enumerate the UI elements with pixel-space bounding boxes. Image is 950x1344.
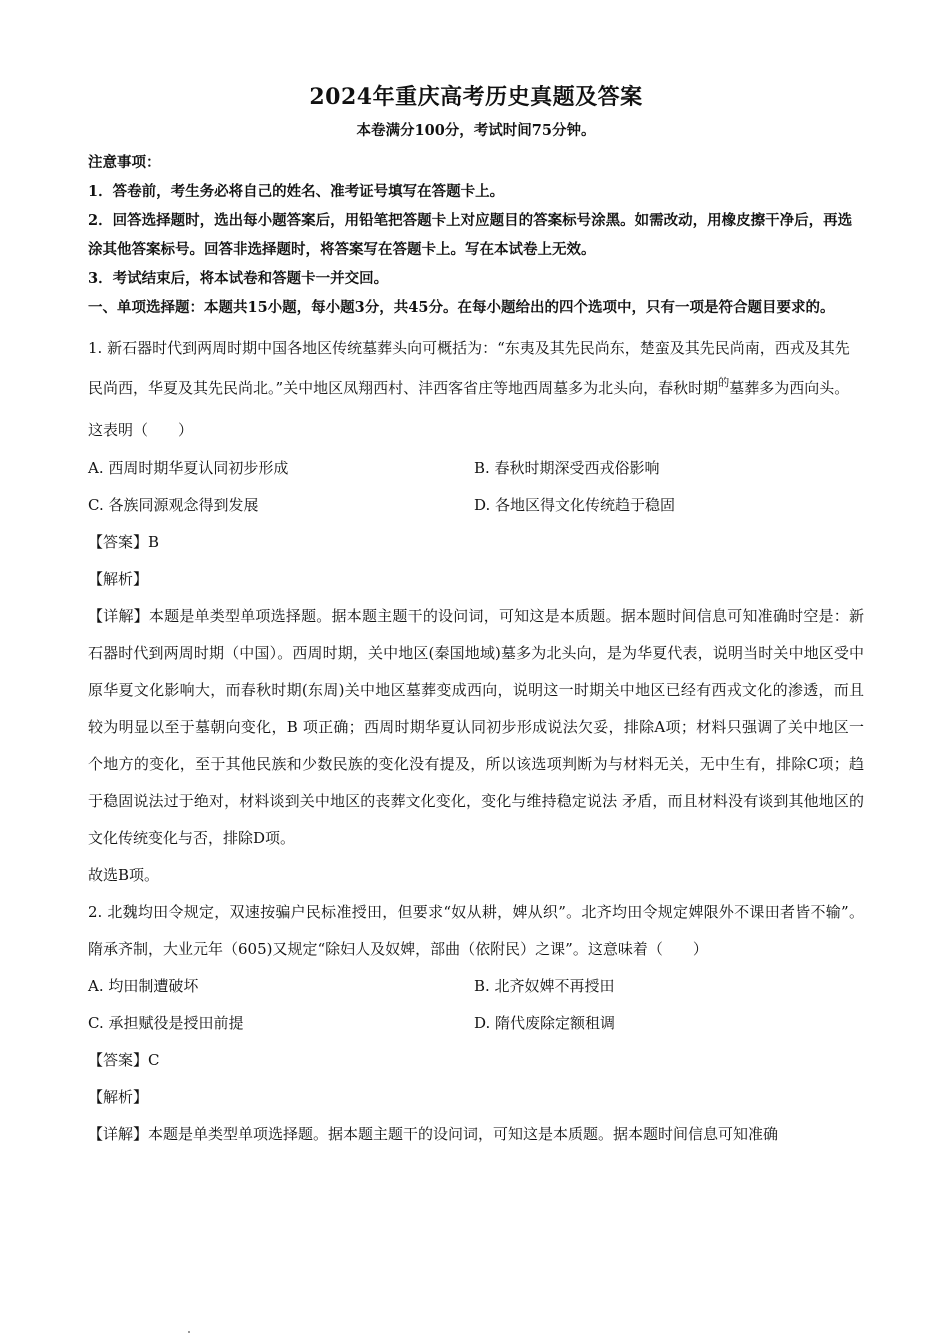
detail-text: 本题是单类型单项选择题。据本题主题干的设问词，可知这是本质题。据本题时间信息可知准确 — [148, 1125, 779, 1143]
detail-label: 【详解】 — [88, 1125, 149, 1143]
notice-item-3: 3．考试结束后，将本试卷和答题卡一并交回。 — [88, 270, 389, 287]
section-heading: 一、单项选择题：本题共15小题，每小题3分，共45分。在每小题给出的四个选项中，只有一项是符合题目要求的。 — [88, 299, 835, 316]
question-1-option-c: C. 各族同源观念得到发展 — [88, 496, 259, 514]
question-1-stem — [88, 328, 864, 450]
detail-text: 本题是单类型单项选择题。据本题主题干的设问词，可知这是本质题。据本题时间信息可知准确时空是：新石器时代到两周时期（中国）。西周时期，关中地区(秦国地域)墓多为北头向，是为华夏代表，说明当时关中地区受中原华夏文化影响大，而春秋时期(东周)关中地区墓葬变成西向，说明这一时期关中地区已经有西戎文化的渗透，而且较为明显以至于墓朝向变化，B 项正确；西周时期华夏认同初步形成说法欠妥，排除A项；材料只强调了关中地区一个地方的变化，至于其他民族和少数民族的变化没有提及，所以该选项判断为与材料无关，无中生有，排除C项；趋于稳固说法过于绝对，材料谈到关中地区的丧葬文化变化，变化与维持稳定说法 矛盾，而且材料没有谈到其他地区的文化传统变化与否，排除D项。 — [88, 607, 864, 847]
question-1-option-b: B. 春秋时期深受西戎俗影响 — [474, 459, 660, 477]
question-2-option-b: B. 北齐奴婢不再授田 — [474, 977, 615, 995]
question-1 — [88, 328, 864, 894]
notice-item-1: 1．答卷前，考生务必将自己的姓名、准考证号填写在答题卡上。 — [88, 183, 505, 200]
question-2-option-d: D. 隋代废除定额租调 — [474, 1014, 616, 1032]
page-title: 2024年重庆高考历史真题及答案 — [309, 84, 643, 110]
question-2-stem: 2. 北魏均田令规定，双速按骗户民标准授田，但要求“奴从耕，婢从织”。北齐均田令规定婢限外不课田者皆不输”。隋承齐制，大业元年（605)又规定“除妇人及奴婢，部曲（依附民）之课”。这意味着（ ） — [88, 903, 864, 958]
question-2 — [88, 894, 864, 1153]
detail-label: 【详解】 — [88, 607, 149, 625]
answer-value: C — [148, 1051, 160, 1069]
notice-item-2: 2．回答选择题时，选出每小题答案后，用铅笔把答题卡上对应题目的答案标号涂黑。如需改动，用橡皮擦干净后，再选涂其他答案标号。回答非选择题时，将答案写在答题卡上。写在本试卷上无效。 — [88, 212, 853, 258]
question-1-analysis-label: 【解析】 — [88, 570, 149, 588]
question-1-stem-ending: 墓葬多为西向头。这表明（ ） — [88, 379, 850, 439]
notice-heading: 注意事项： — [88, 154, 161, 171]
question-1-detail — [88, 598, 864, 857]
question-2-answer — [88, 1042, 864, 1079]
question-2-option-c: C. 承担赋役是授田前提 — [88, 1014, 244, 1032]
question-1-answer — [88, 524, 864, 561]
footer-mark — [188, 1331, 190, 1333]
question-2-analysis-label: 【解析】 — [88, 1088, 149, 1106]
question-2-options — [88, 968, 864, 1042]
question-2-option-a: A. 均田制遭破坏 — [88, 977, 199, 995]
exam-info: 本卷满分100分，考试时间75分钟。 — [356, 122, 596, 139]
question-1-option-a: A. 西周时期华夏认同初步形成 — [88, 459, 289, 477]
answer-label: 【答案】 — [88, 1051, 149, 1069]
question-2-detail — [88, 1116, 864, 1153]
answer-label: 【答案】 — [88, 533, 149, 551]
question-1-stem-superscript: 的 — [718, 376, 730, 389]
question-1-options — [88, 450, 864, 524]
document-page — [88, 82, 864, 1153]
answer-value: B — [148, 533, 160, 551]
question-1-stem-text: 1. 新石器时代到两周时期中国各地区传统墓葬头向可概括为：“东夷及其先民尚东，楚蛮及其先民尚南，西戎及其先民尚西，华夏及其先民尚北。”关中地区凤翔西村、沣西客省庄等地西周墓多为北头向，春秋时期 — [88, 339, 850, 397]
question-1-conclusion: 故选B项。 — [88, 866, 160, 884]
question-1-option-d: D. 各地区得文化传统趋于稳固 — [474, 496, 676, 514]
